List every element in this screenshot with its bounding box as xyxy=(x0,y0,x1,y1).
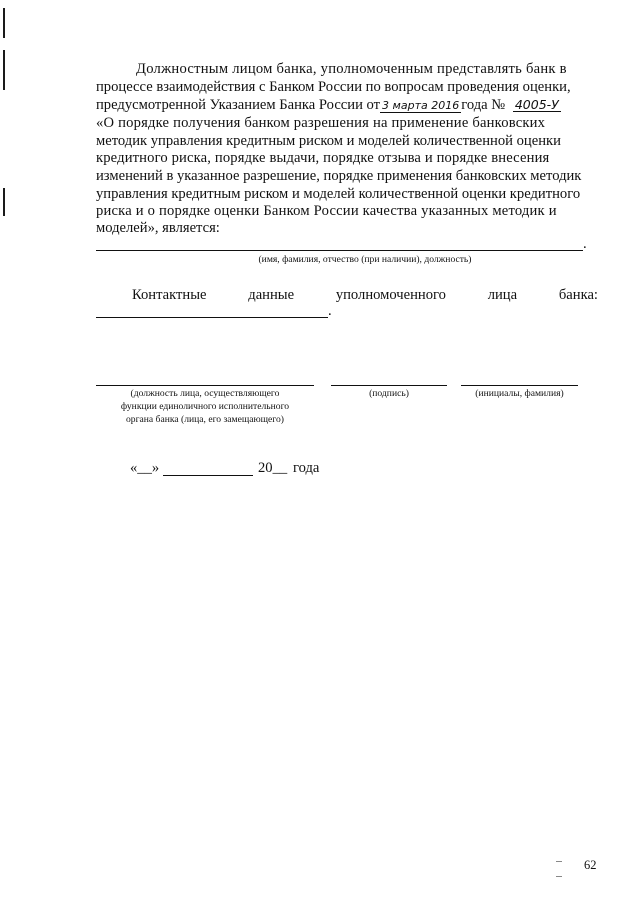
name-field-line xyxy=(461,385,578,386)
position-field-line xyxy=(96,385,314,386)
contacts-word: банка: xyxy=(558,287,598,303)
page-number: 62 xyxy=(584,858,597,872)
contacts-word: уполномоченного xyxy=(335,287,446,303)
scan-tick-mark xyxy=(556,861,562,862)
date-year-suffix: года xyxy=(293,460,320,476)
contacts-word: Контактные xyxy=(132,287,207,303)
contacts-label xyxy=(132,287,598,304)
contacts-word: данные xyxy=(248,287,295,303)
paragraph-text: предусмотренной Указанием Банка России от xyxy=(96,97,381,113)
paragraph-line: «О порядке получения банком разрешения на применение банковских xyxy=(96,115,546,131)
scan-margin-mark xyxy=(3,8,5,38)
paragraph-line: управления кредитным риском и моделей количественной оценки кредитного xyxy=(96,186,581,202)
paragraph-line: методик управления кредитным риском и моделей количественной оценки xyxy=(96,133,561,149)
scan-margin-mark xyxy=(3,50,5,90)
position-caption: функции единоличного исполнительного xyxy=(120,401,290,412)
position-caption: (должность лица, осуществляющего xyxy=(130,388,280,399)
scan-tick-mark xyxy=(556,876,562,877)
paragraph-line: моделей», является: xyxy=(96,220,220,236)
name-caption: (инициалы, фамилия) xyxy=(475,388,564,399)
signature-caption: (подпись) xyxy=(369,388,409,399)
date-year-prefix: 20__ xyxy=(258,460,288,476)
paragraph-line-with-reference xyxy=(96,97,561,114)
paragraph-text: года № xyxy=(461,97,506,113)
paragraph-line: риска и о порядке оценки Банком России качества указанных методик и xyxy=(96,203,557,219)
date-day: «__» xyxy=(130,460,160,476)
date-month-line xyxy=(163,475,253,476)
contacts-word: лица xyxy=(487,287,518,303)
contacts-field-period: . xyxy=(328,303,332,319)
signature-field-line xyxy=(331,385,447,386)
contacts-field-line xyxy=(96,317,328,318)
handwritten-document-number: 4005-У xyxy=(514,97,559,112)
position-caption: органа банка (лица, его замещающего) xyxy=(125,414,284,425)
paragraph-line: процессе взаимодействия с Банком России по вопросам проведения оценки, xyxy=(96,79,571,95)
paragraph-line: изменений в указанное разрешение, порядке применения банковских методик xyxy=(96,168,582,184)
paragraph-line: кредитного риска, порядке выдачи, порядке отзыва и порядке внесения xyxy=(96,150,550,166)
person-field-caption: (имя, фамилия, отчество (при наличии), должность) xyxy=(258,254,472,265)
scan-margin-mark xyxy=(3,188,5,216)
handwritten-date: 3 марта 2016 xyxy=(382,99,460,112)
paragraph-line: Должностным лицом банка, уполномоченным представлять банк в xyxy=(136,61,567,77)
person-field-period: . xyxy=(583,236,587,252)
person-field-line xyxy=(96,250,583,251)
